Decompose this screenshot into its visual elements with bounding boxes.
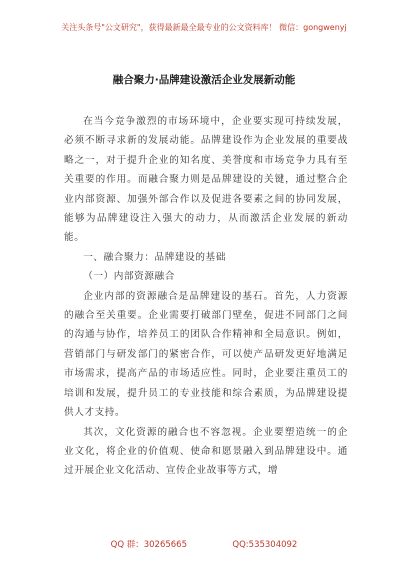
footer-qq-group: QQ 群：30265665 [110, 540, 188, 550]
footer-qq: QQ:535304092 [232, 540, 298, 550]
document-body [64, 112, 348, 481]
section-heading: 一、融合聚力：品牌建设的基础 [83, 251, 226, 263]
subsection-heading: （一）内部资源融合 [83, 271, 175, 283]
header-promo-note: 关注头条号"公文研究"，获得最新最全最专业的公文资料库！ 微信：gongwenyj [61, 23, 347, 32]
body-paragraph: 企业内部的资源融合是品牌建设的基石。首先，人力资源的融合至关重要。企业需要打破部门壁垒，促进不同部门之间的沟通与协作，培养员工的团队合作精神和全局意识。例如，营销部门与研发部门的紧密合作，可以使产品研发更好地满足市场需求，提高产品的市场适应性。同时，企业要注重员工的培训和发展，提升员工的专业技能和综合素质，为品牌建设提供人才支持。 [64, 290, 348, 419]
intro-paragraph: 在当今竞争激烈的市场环境中，企业要实现可持续发展，必须不断寻求新的发展动能。品牌建设作为企业发展的重要战略之一，对于提升企业的知名度、美誉度和市场竞争力具有至关重要的作用。而融合聚力则是品牌建设的关键，通过整合企业内部资源、加强外部合作以及促进各要素之间的协同发展，能够为品牌建设注入强大的动力，从而激活企业发展的新动能。 [64, 116, 348, 244]
footer-contact [0, 538, 408, 550]
document-title: 融合聚力·品牌建设激活企业发展新动能 [112, 74, 296, 86]
body-paragraph: 其次，文化资源的融合也不容忽视。企业要塑造统一的企业文化，将企业的价值观、使命和愿景融入到品牌建设中。通过开展企业文化活动、宣传企业故事等方式，增 [64, 426, 348, 477]
